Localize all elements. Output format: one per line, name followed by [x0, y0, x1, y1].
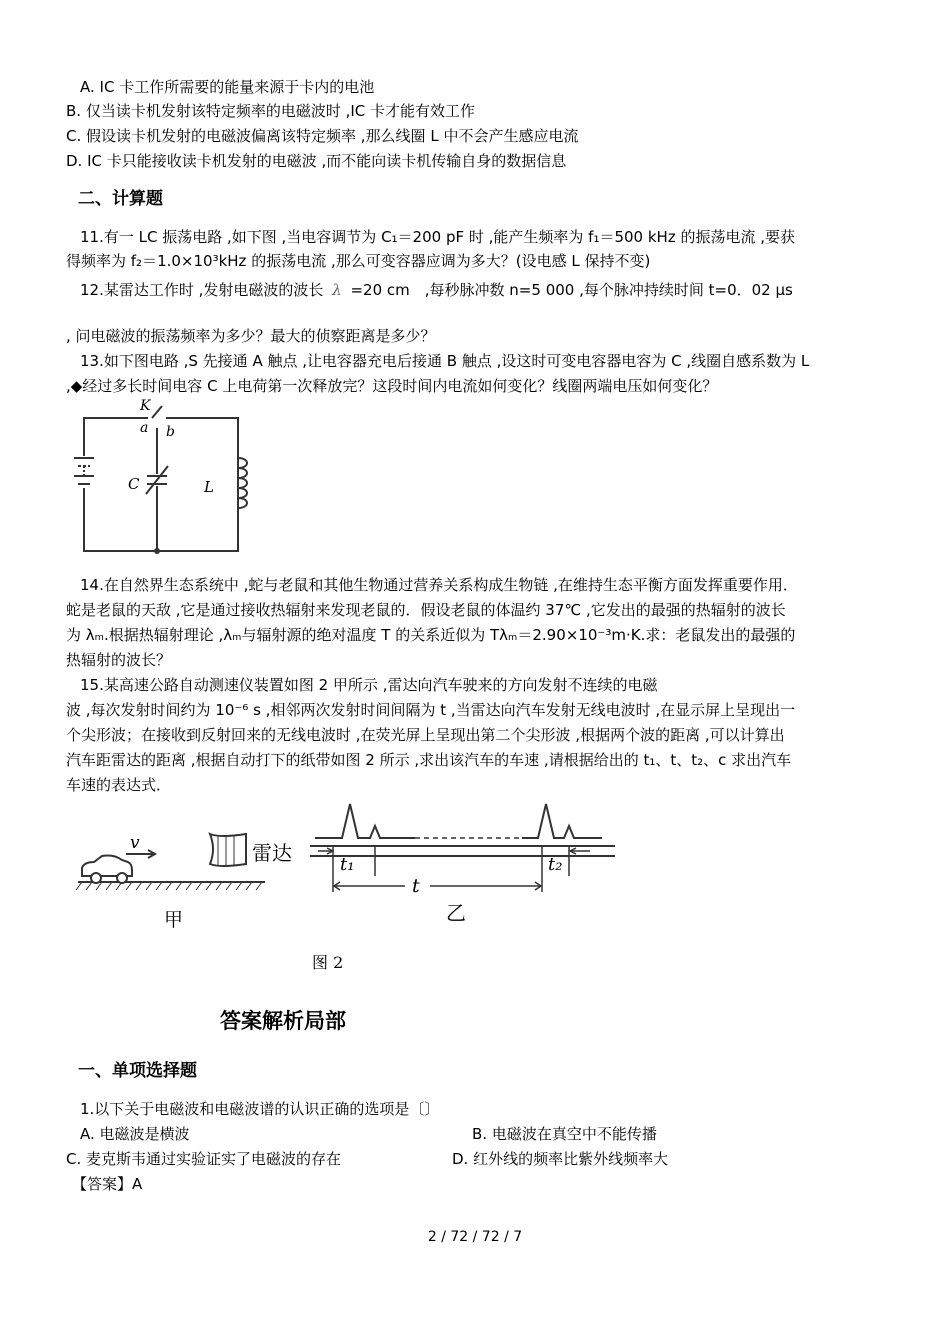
yi-label: 乙: [446, 901, 466, 925]
q11-line1: 11.有一 LC 振荡电路 ,如下图 ,当电容调节为 C₁＝200 pF 时 ,能产生频率为 f₁＝500 kHz 的振荡电流 ,要获: [80, 228, 796, 246]
option-c-prev: C. 假设读卡机发射的电磁波偏离该特定频率 ,那么线圈 L 中不会产生感应电流: [66, 127, 579, 145]
t1-label: t₁: [340, 854, 355, 875]
answer-q1-option-d: D. 红外线的频率比紫外线频率大: [452, 1150, 669, 1168]
car-wheel-rear: [117, 873, 127, 883]
page-number: 2 / 72 / 72 / 7: [427, 1229, 523, 1245]
car-wheel-front: [91, 873, 101, 883]
q15-line3: 个尖形波；在接收到反射回来的无线电波时 ,在荧光屏上呈现出第二个尖形波 ,根据两个波的距离 ,可以计算出: [66, 726, 785, 744]
q12-line2: , 问电磁波的振荡频率为多少？最大的侦察距离是多少？: [66, 327, 436, 345]
circuit-label-a: a: [140, 420, 149, 436]
lc-circuit-diagram: [66, 396, 256, 558]
circuit-label-k: K: [140, 398, 151, 414]
q12-text-before: 12.某雷达工作时 ,发射电磁波的波长: [80, 281, 324, 299]
circuit-label-b: b: [166, 424, 175, 440]
figure-2-radar-speed: [70, 798, 620, 978]
q14-line3: 为 λₘ.根据热辐射理论 ,λₘ与辐射源的绝对温度 T 的关系近似为 Tλₘ＝2.90×10⁻³m·K.求：老鼠发出的最强的: [66, 626, 796, 644]
q11-line2: 得频率为 f₂＝1.0×10³kHz 的振荡电流 ,那么可变容器应调为多大？(设电感 L 保持不变): [66, 252, 651, 270]
lambda-symbol: λ: [332, 281, 342, 299]
q12-line1: [80, 279, 793, 301]
q15-line5: 车速的表达式．: [66, 776, 172, 794]
answer-q1-option-c: C. 麦克斯韦通过实验证实了电磁波的存在: [66, 1150, 342, 1168]
answers-title: 答案解析局部: [220, 1009, 346, 1033]
circuit-label-c: C: [128, 475, 140, 493]
velocity-label: v: [130, 833, 140, 853]
q14-line2: 蛇是老鼠的天敌 ,它是通过接收热辐射来发现老鼠的．假设老鼠的体温约 37℃ ,它发出的最强的热辐射的波长: [66, 601, 786, 619]
t-label: t: [412, 875, 420, 897]
q15-line1: 15.某高速公路自动测速仪装置如图 2 甲所示 ,雷达向汽车驶来的方向发射不连续的电磁: [80, 676, 658, 694]
answer-q1-stem: 1.以下关于电磁波和电磁波谱的认识正确的选项是〔〕: [80, 1100, 440, 1118]
t2-label: t₂: [548, 854, 563, 875]
circuit-label-l: L: [204, 478, 214, 496]
q15-line4: 汽车距雷达的距离 ,根据自动打下的纸带如图 2 所示 ,求出该汽车的车速 ,请根据给出的 t₁、t、t₂、c 求出汽车: [66, 751, 792, 769]
q12-text-after: =20 cm ,每秒脉冲数 n=5 000 ,每个脉冲持续时间 t=0．02 μs: [350, 281, 793, 299]
answer-q1-answer: 【答案】A: [72, 1175, 143, 1193]
q13-line2: ,◆经过多长时间电容 C 上电荷第一次释放完？这段时间内电流如何变化？线圈两端电压如何变化？: [66, 377, 718, 395]
answers-section-single-choice: 一、单项选择题: [78, 1061, 197, 1081]
option-b-prev: B. 仅当读卡机发射该特定频率的电磁波时 ,IC 卡才能有效工作: [66, 102, 476, 120]
junction-dot: [154, 548, 160, 554]
section-calculation-title: 二、计算题: [78, 189, 163, 209]
q13-line1: 13.如下图电路 ,S 先接通 A 触点 ,让电容器充电后接通 B 触点 ,设这时可变电容器电容为 C ,线圈自感系数为 L: [80, 352, 810, 370]
q14-line1: 14.在自然界生态系统中 ,蛇与老鼠和其他生物通过营养关系构成生物链 ,在维持生态平衡方面发挥重要作用．: [80, 576, 798, 594]
answer-q1-option-a: A. 电磁波是横波: [80, 1125, 190, 1143]
answer-q1-option-b: B. 电磁波在真空中不能传播: [472, 1125, 657, 1143]
q14-line4: 热辐射的波长？: [66, 651, 172, 669]
figure-2-caption: 图 2: [312, 953, 344, 972]
jia-label: 甲: [164, 909, 184, 931]
option-d-prev: D. IC 卡只能接收读卡机发射的电磁波 ,而不能向读卡机传输自身的数据信息: [66, 152, 567, 170]
radar-label: 雷达: [252, 841, 292, 865]
q15-line2: 波 ,每次发射时间约为 10⁻⁶ s ,相邻两次发射时间间隔为 t ,当雷达向汽车发射无线电波时 ,在显示屏上呈现出一: [66, 701, 796, 719]
option-a-prev: A. IC 卡工作所需要的能量来源于卡内的电池: [80, 78, 375, 96]
